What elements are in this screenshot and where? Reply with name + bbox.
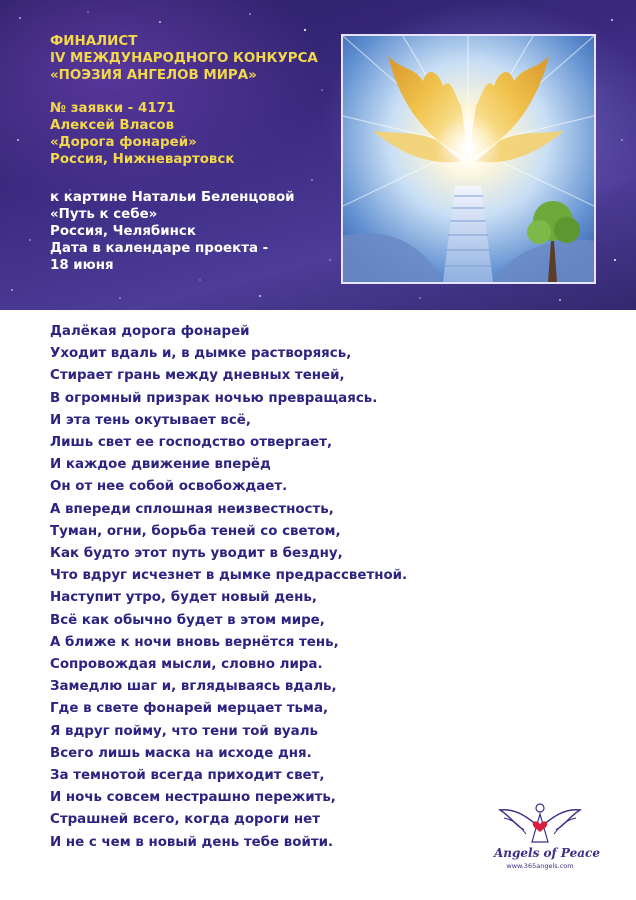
poem-line: Стирает грань между дневных теней, — [50, 368, 345, 384]
angels-of-peace-logo — [494, 798, 600, 878]
poem-text — [50, 321, 490, 854]
poem-line: И ночь совсем нестрашно пережить, — [50, 790, 336, 806]
entry-number: № заявки - 4171 — [50, 101, 176, 116]
poem-line: Всего лишь маска на исходе дня. — [50, 745, 312, 761]
poem-line: Страшней всего, когда дороги нет — [50, 812, 320, 828]
poem-line: А впереди сплошная неизвестность, — [50, 501, 334, 517]
contest-line: IV МЕЖДУНАРОДНОГО КОНКУРСА — [50, 51, 318, 66]
poem-line: Уходит вдаль и, в дымке растворяясь, — [50, 346, 352, 362]
poem-line: И эта тень окутывает всё, — [50, 412, 251, 428]
poem-line: Наступит утро, будет новый день, — [50, 590, 317, 606]
painting-location: Россия, Челябинск — [50, 224, 196, 239]
author-location: Россия, Нижневартовск — [50, 152, 235, 167]
poem-line: А ближе к ночи вновь вернётся тень, — [50, 634, 339, 650]
contest-title — [50, 33, 318, 84]
logo-title: Angels of Peace — [494, 846, 600, 860]
poem-line: Туман, огни, борьба теней со светом, — [50, 523, 341, 539]
calendar-label: Дата в календаре проекта - — [50, 241, 269, 256]
entry-info — [50, 100, 234, 168]
author-name: Алексей Власов — [50, 118, 175, 133]
poem-line: В огромный призрак ночью превращаясь. — [50, 390, 378, 406]
contest-line: «ПОЭЗИЯ АНГЕЛОВ МИРА» — [50, 68, 257, 83]
painting-image — [341, 34, 596, 284]
poem-line: Я вдруг пойму, что тени той вуаль — [50, 723, 318, 739]
poem-line: Он от нее собой освобождает. — [50, 479, 288, 495]
poem-line: Как будто этот путь уводит в бездну, — [50, 546, 343, 562]
poem-line: Сопровождая мысли, словно лира. — [50, 657, 323, 673]
poem-line: И не с чем в новый день тебе войти. — [50, 834, 334, 850]
contest-line: ФИНАЛИСТ — [50, 34, 138, 49]
header-banner — [0, 0, 636, 310]
painting-artist: к картине Натальи Беленцовой — [50, 190, 295, 205]
calendar-date: 18 июня — [50, 258, 114, 273]
painting-info — [50, 189, 295, 274]
angel-wings-painting — [343, 36, 594, 282]
logo-url: www.365angels.com — [506, 862, 574, 870]
angel-heart-icon — [494, 798, 586, 846]
painting-title: «Путь к себе» — [50, 207, 158, 222]
poem-line: Всё как обычно будет в этом мире, — [50, 612, 325, 628]
poem-line: За темнотой всегда приходит свет, — [50, 768, 325, 784]
poem-line: Далёкая дорога фонарей — [50, 324, 250, 339]
poem-title: «Дорога фонарей» — [50, 135, 197, 150]
poem-line: И каждое движение вперёд — [50, 457, 271, 473]
poem-line: Где в свете фонарей мерцает тьма, — [50, 701, 329, 717]
poem-line: Лишь свет ее господство отвергает, — [50, 435, 333, 451]
poem-line: Что вдруг исчезнет в дымке предрассветной. — [50, 568, 408, 584]
poem-line: Замедлю шаг и, вглядываясь вдаль, — [50, 679, 337, 695]
